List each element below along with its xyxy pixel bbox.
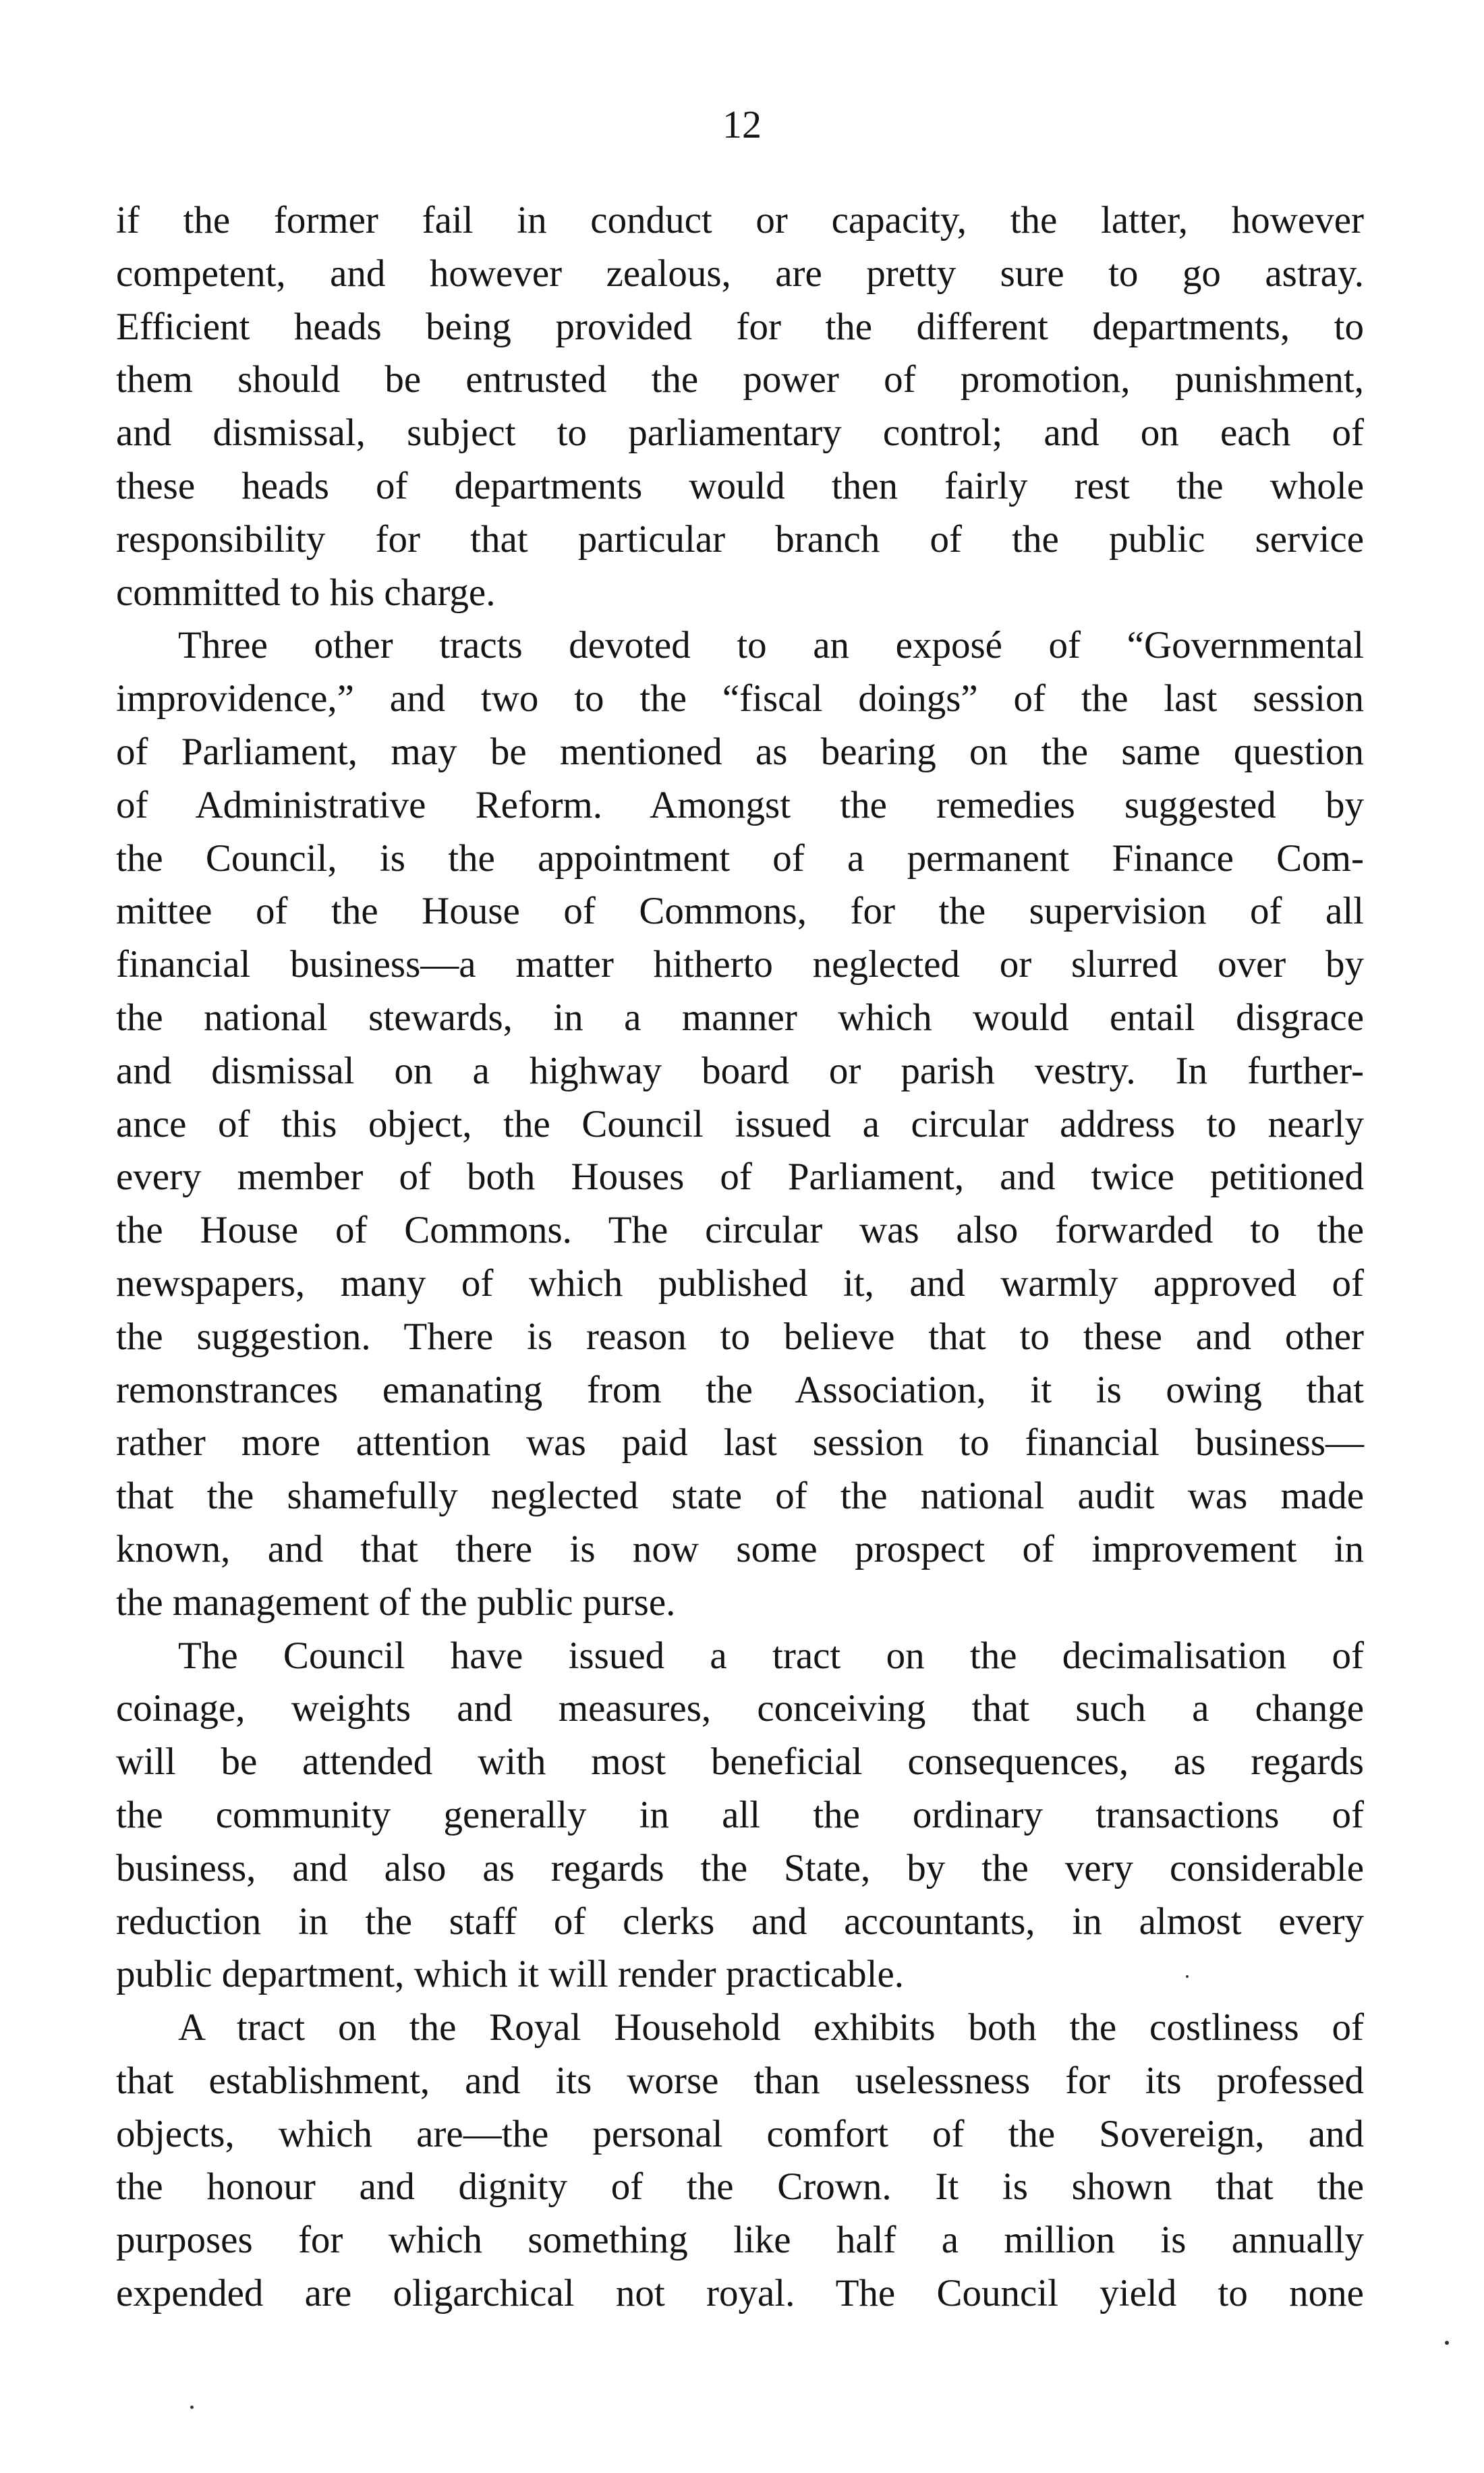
text-line: improvidence,” and two to the “fiscal doings” of the last session [116, 677, 1364, 720]
text-line: and dismissal, subject to parliamentary control; and on each of [116, 411, 1364, 455]
text-line: of Parliament, may be mentioned as bearing on the same question [116, 730, 1364, 773]
text-line: these heads of departments would then fairly rest the whole [116, 464, 1364, 507]
text-line: public department, which it will render practicable. [116, 1953, 905, 1996]
paragraph-2 [116, 619, 1364, 1629]
text-line: the House of Commons. The circular was also forwarded to the [116, 1209, 1364, 1252]
text-line: mittee of the House of Commons, for the supervision of all [116, 890, 1364, 933]
text-line: that establishment, and its worse than uselessness for its professed [116, 2059, 1364, 2102]
text-line: every member of both Houses of Parliament, and twice petitioned [116, 1156, 1364, 1199]
text-line: The Council have issued a tract on the decimalisation of [178, 1634, 1364, 1677]
text-line: if the former fail in conduct or capacity, the latter, however [116, 199, 1364, 241]
paper-speck [1445, 2341, 1449, 2345]
text-line: purposes for which something like half a million is annually [116, 2219, 1364, 2262]
text-line: reduction in the staff of clerks and accountants, in almost every [116, 1900, 1364, 1943]
text-line: the national stewards, in a manner which would entail disgrace [116, 996, 1364, 1039]
text-line: the management of the public purse. [116, 1581, 676, 1624]
text-line: committed to his charge. [116, 571, 496, 614]
text-line: coinage, weights and measures, conceiving that such a change [116, 1687, 1364, 1730]
text-line: competent, and however zealous, are pretty sure to go astray. [116, 252, 1364, 295]
paragraph-1 [116, 194, 1364, 619]
text-line: Three other tracts devoted to an exposé of “Governmental [178, 624, 1364, 667]
text-line: them should be entrusted the power of promotion, punishment, [116, 358, 1364, 401]
text-line: financial business—a matter hitherto neglected or slurred over by [116, 943, 1364, 986]
body-text [116, 194, 1364, 2321]
text-line: will be attended with most beneficial consequences, as regards [116, 1740, 1364, 1784]
text-line: responsibility for that particular branch of the public service [116, 517, 1364, 561]
text-line: Efficient heads being provided for the different departments, to [116, 305, 1364, 348]
text-line: known, and that there is now some prospect of improvement in [116, 1527, 1364, 1570]
text-line: objects, which are—the personal comfort of the Sovereign, and [116, 2112, 1364, 2155]
text-line: the community generally in all the ordinary transactions of [116, 1793, 1364, 1836]
paragraph-4 [116, 2001, 1364, 2321]
text-line: and dismissal on a highway board or parish vestry. In further- [116, 1049, 1364, 1092]
text-line: business, and also as regards the State, by the very considerable [116, 1846, 1364, 1889]
paper-speck [190, 2406, 194, 2409]
text-line: newspapers, many of which published it, and warmly approved of [116, 1261, 1364, 1305]
text-line: ance of this object, the Council issued a circular address to nearly [116, 1102, 1364, 1145]
text-line: of Administrative Reform. Amongst the remedies suggested by [116, 783, 1364, 826]
text-line: the suggestion. There is reason to believe that to these and other [116, 1315, 1364, 1358]
paper-speck [1186, 1975, 1189, 1978]
text-line: the Council, is the appointment of a permanent Finance Com- [116, 836, 1364, 880]
text-line: remonstrances emanating from the Association, it is owing that [116, 1368, 1364, 1411]
text-line: expended are oligarchical not royal. The Council yield to none [116, 2272, 1364, 2315]
page-number: 12 [722, 103, 762, 146]
paragraph-3 [116, 1630, 1364, 2002]
text-line: A tract on the Royal Household exhibits both the costliness of [178, 2006, 1364, 2049]
text-line: that the shamefully neglected state of the national audit was made [116, 1475, 1364, 1518]
text-line: the honour and dignity of the Crown. It is shown that the [116, 2165, 1364, 2209]
text-line: rather more attention was paid last session to financial business— [116, 1421, 1364, 1465]
